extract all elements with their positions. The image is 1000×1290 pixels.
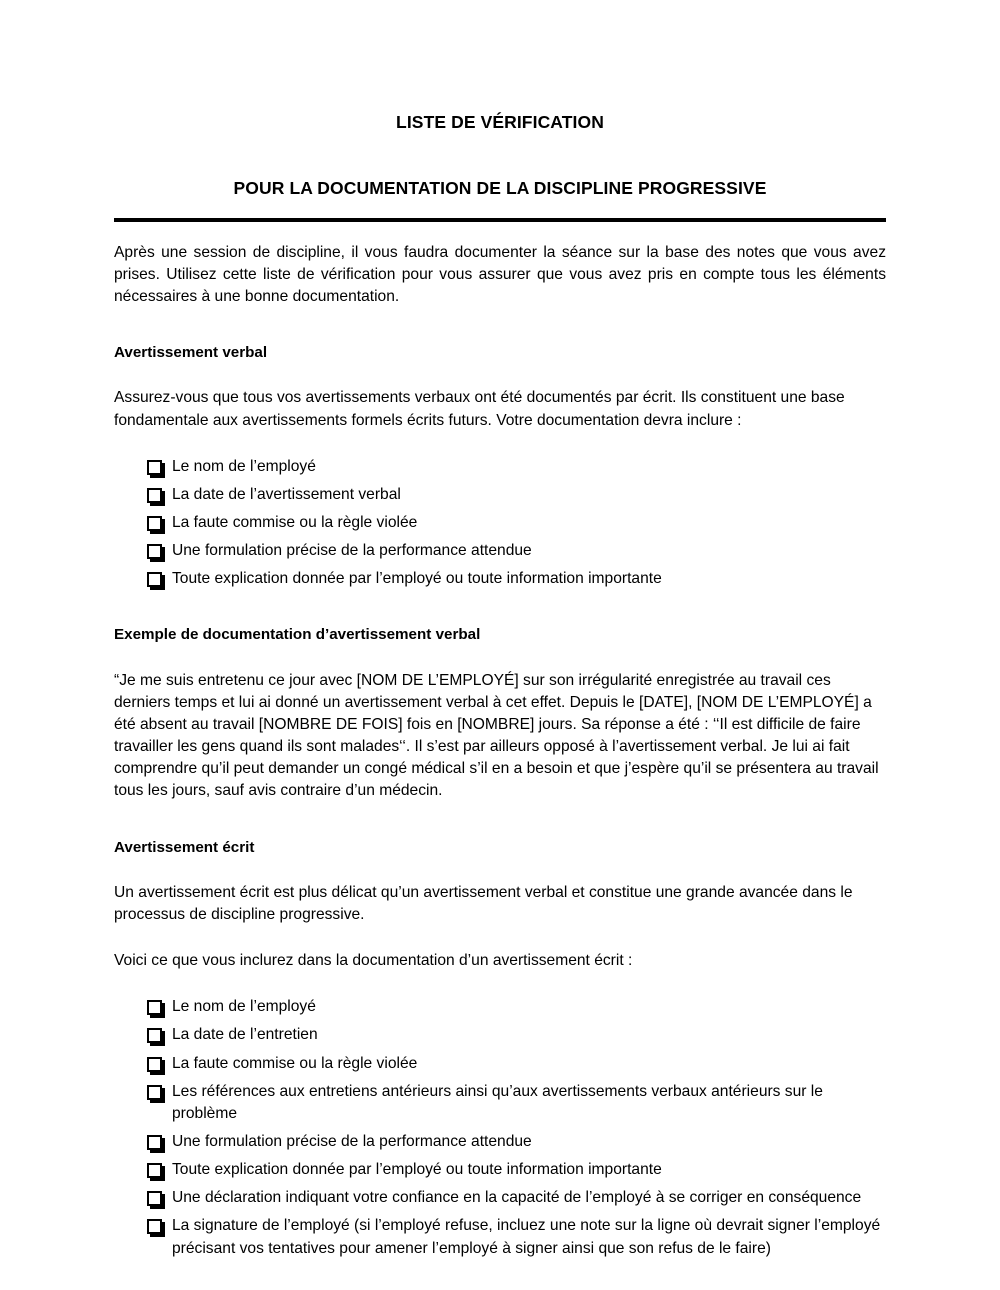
section-intro-avertissement-verbal: Assurez-vous que tous vos avertissements verbaux ont été documentés par écrit. Ils constituent une base fondamentale aux avertissements formels écrits futurs. Votre documentation devra inclure : — [114, 389, 845, 429]
list-item-label: La faute commise ou la règle violée — [172, 514, 418, 532]
spacer — [114, 363, 886, 387]
spacer — [114, 926, 886, 950]
checkbox-icon[interactable] — [147, 1135, 162, 1150]
list-item-label: Une formulation précise de la performance attendue — [172, 1132, 532, 1150]
list-item[interactable] — [147, 1053, 886, 1075]
list-item[interactable] — [147, 1131, 886, 1153]
page-subtitle: POUR LA DOCUMENTATION DE LA DISCIPLINE PROGRESSIVE — [233, 177, 767, 198]
checkbox-icon[interactable] — [147, 1057, 162, 1072]
list-item[interactable] — [147, 1081, 886, 1125]
list-item-label: Le nom de l’employé — [172, 457, 316, 475]
list-item[interactable] — [147, 568, 886, 590]
checkbox-icon[interactable] — [147, 572, 162, 587]
section-intro-avertissement-ecrit: Un avertissement écrit est plus délicat qu’un avertissement verbal et constitue une grande avancée dans le processus de discipline progressive. — [114, 883, 853, 923]
list-item[interactable] — [147, 540, 886, 562]
spacer — [114, 972, 886, 996]
example-paragraph: “Je me suis entretenu ce jour avec [NOM DE L’EMPLOYÉ] sur son irrégularité enregistrée au travail ces derniers temps et lui ai donné un avertissement verbal à cet effet. Depuis le [DATE], [NOM DE L’EMPLOYÉ] a été absent au travail [NOMBRE DE FOIS] fois en [NOMBRE] jours. Sa réponse a été : ‘‘Il est difficile de faire travailler les gens quand ils sont malades‘‘. Il s’est par ailleurs opposé à l’avertissement verbal. Je lui ai fait comprendre qu’il peut demander un congé médical s’il en a besoin et que j’espère qu’il se présentera au travail tous les jours, sauf avis contraire d’un médecin. — [114, 671, 879, 800]
list-item[interactable] — [147, 456, 886, 478]
intro-paragraph: Après une session de discipline, il vous faudra documenter la séance sur la base des notes que vous avez prises. Utilisez cette liste de vérification pour vous assurer que vous avez pris en compte tous les éléments nécessaires à une bonne documentation. — [114, 243, 886, 306]
header-divider — [114, 218, 886, 222]
checkbox-icon[interactable] — [147, 516, 162, 531]
checkbox-icon[interactable] — [147, 460, 162, 475]
list-item-label: Toute explication donnée par l’employé ou toute information importante — [172, 1161, 662, 1179]
list-item[interactable] — [147, 1187, 886, 1209]
checkbox-icon[interactable] — [147, 488, 162, 503]
list-item-label: Une déclaration indiquant votre confiance en la capacité de l’employé à se corriger en conséquence — [172, 1189, 862, 1207]
list-item-label: Les références aux entretiens antérieurs ainsi qu’aux avertissements verbaux antérieurs sur le problème — [172, 1082, 823, 1122]
spacer — [114, 803, 886, 837]
checkbox-icon[interactable] — [147, 1028, 162, 1043]
page-title: LISTE DE VÉRIFICATION — [396, 112, 604, 132]
list-item[interactable] — [147, 996, 886, 1018]
checklist-avertissement-verbal — [114, 456, 886, 591]
list-item[interactable] — [147, 484, 886, 506]
checkbox-icon[interactable] — [147, 1000, 162, 1015]
list-item-label: La faute commise ou la règle violée — [172, 1054, 418, 1072]
list-item-label: La date de l’entretien — [172, 1026, 318, 1044]
document-header — [114, 0, 886, 222]
checkbox-icon[interactable] — [147, 1191, 162, 1206]
spacer — [114, 590, 886, 624]
section-heading-avertissement-verbal: Avertissement verbal — [114, 344, 268, 362]
list-item[interactable] — [147, 1215, 886, 1259]
section-heading-exemple-documentation: Exemple de documentation d’avertissement verbal — [114, 626, 481, 644]
checklist-avertissement-ecrit — [114, 996, 886, 1259]
list-item-label: Toute explication donnée par l’employé ou toute information importante — [172, 570, 662, 588]
list-item-label: La date de l’avertissement verbal — [172, 485, 401, 503]
list-item[interactable] — [147, 1159, 886, 1181]
list-item-label: Le nom de l’employé — [172, 998, 316, 1016]
list-item[interactable] — [147, 1024, 886, 1046]
list-item[interactable] — [147, 512, 886, 534]
list-item-label: La signature de l’employé (si l’employé refuse, incluez une note sur la ligne où devrait signer l’employé précisant vos tentatives pour amener l’employé à signer ainsi que son refus de le faire) — [172, 1217, 881, 1257]
section-heading-avertissement-ecrit: Avertissement écrit — [114, 838, 255, 856]
checkbox-icon[interactable] — [147, 1219, 162, 1234]
checkbox-icon[interactable] — [147, 1085, 162, 1100]
checkbox-icon[interactable] — [147, 1163, 162, 1178]
spacer — [114, 432, 886, 456]
spacer — [114, 646, 886, 670]
spacer — [114, 858, 886, 882]
list-item-label: Une formulation précise de la performance attendue — [172, 542, 532, 560]
checkbox-icon[interactable] — [147, 544, 162, 559]
section-leadin-avertissement-ecrit: Voici ce que vous inclurez dans la documentation d’un avertissement écrit : — [114, 952, 633, 970]
spacer — [114, 308, 886, 342]
